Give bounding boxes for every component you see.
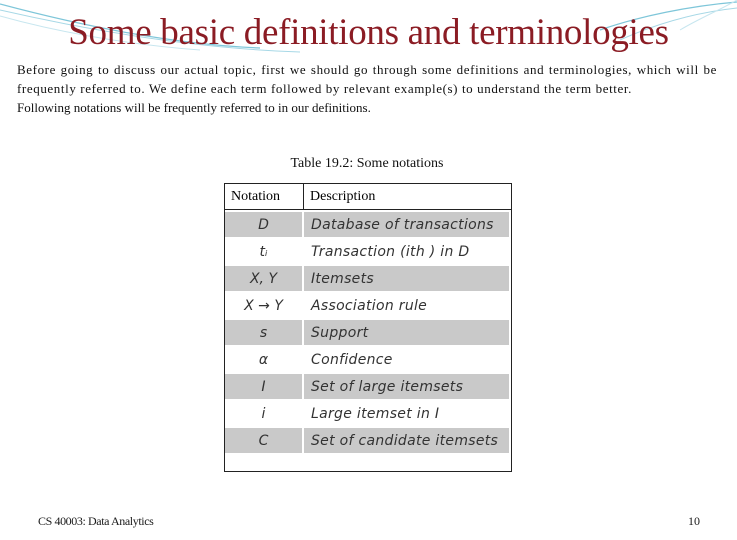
table-row — [225, 237, 511, 264]
header-description: Description — [304, 184, 511, 210]
description-cell: Set of candidate itemsets — [304, 426, 511, 453]
notation-cell: X → Y — [225, 291, 304, 318]
table-row — [225, 345, 511, 372]
description-cell: Set of large itemsets — [304, 372, 511, 399]
notation-paragraph: Following notations will be frequently referred to in our definitions. — [17, 100, 371, 115]
table-row — [225, 318, 511, 345]
table-row — [225, 399, 511, 426]
intro-text — [17, 60, 717, 117]
intro-paragraph: Before going to discuss our actual topic, first we should go through some definitions and terminologies, which will be frequently referred to. We define each term followed by relevant example(s) to understand the term better. — [17, 62, 717, 96]
table-caption: Table 19.2: Some notations — [290, 156, 444, 171]
description-cell: Itemsets — [304, 264, 511, 291]
description-cell: Support — [304, 318, 511, 345]
notation-cell: s — [225, 318, 304, 345]
table-row — [225, 291, 511, 318]
description-cell: Large itemset in I — [304, 399, 511, 426]
notation-cell: i — [225, 399, 304, 426]
description-cell: Association rule — [304, 291, 511, 318]
description-cell: Confidence — [304, 345, 511, 372]
description-cell: Database of transactions — [304, 210, 511, 237]
header-notation: Notation — [225, 184, 304, 210]
notation-cell: α — [225, 345, 304, 372]
table-header-row — [225, 184, 511, 210]
notation-cell: D — [225, 210, 304, 237]
course-footer: CS 40003: Data Analytics — [38, 514, 154, 528]
page-number: 10 — [688, 514, 700, 528]
table-row — [225, 264, 511, 291]
slide-title: Some basic definitions and terminologies — [68, 12, 669, 53]
notation-cell: C — [225, 426, 304, 453]
table-row — [225, 426, 511, 453]
notation-cell: tᵢ — [225, 237, 304, 264]
table-row — [225, 210, 511, 237]
description-cell: Transaction (ith ) in D — [304, 237, 511, 264]
notations-table — [224, 183, 512, 472]
notation-cell: X, Y — [225, 264, 304, 291]
notation-cell: I — [225, 372, 304, 399]
table-row — [225, 372, 511, 399]
